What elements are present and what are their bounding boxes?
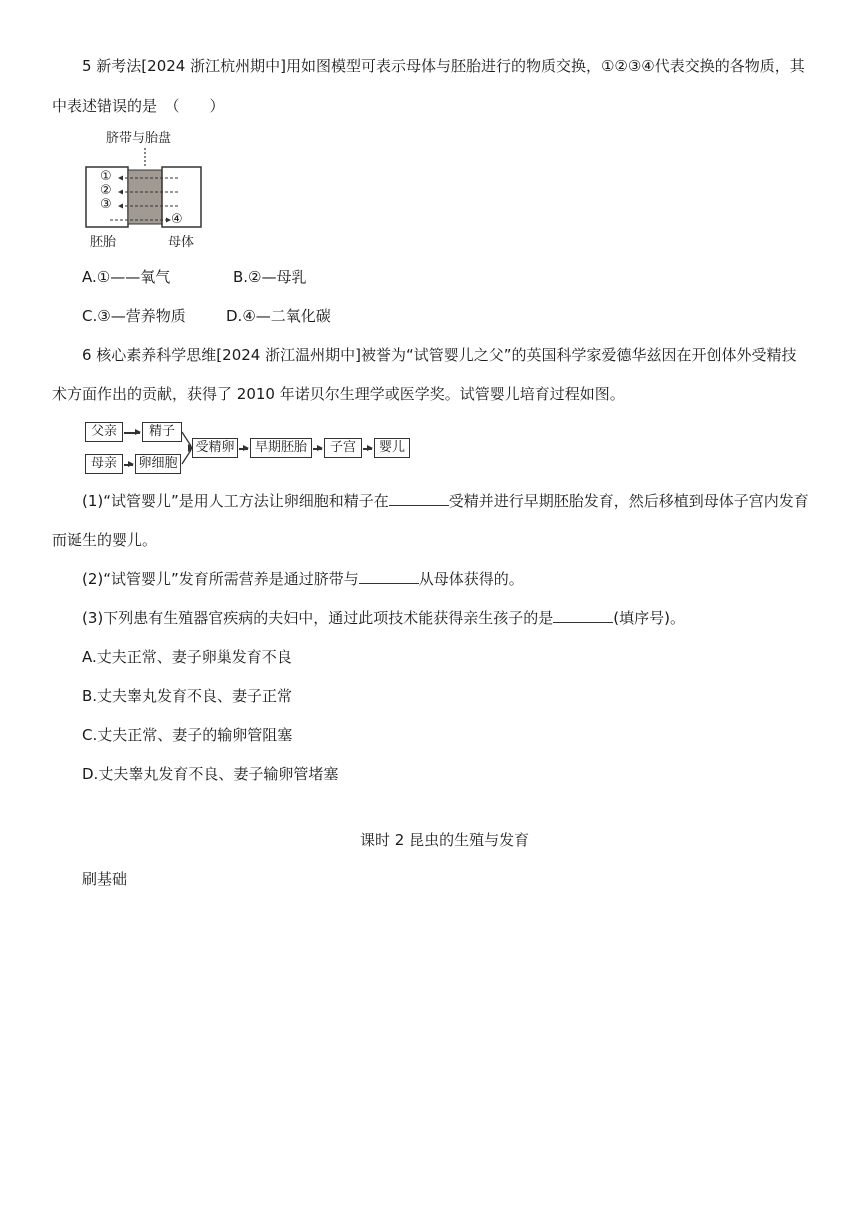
q6-sub3: [82, 608, 685, 628]
arrow-zygote-embryo: [239, 448, 248, 450]
diagram-top-label: 脐带与胎盘: [106, 131, 172, 146]
arrow-uterus-baby: [363, 448, 372, 450]
q6-option-b: B.丈夫睾丸发育不良、妻子正常: [82, 687, 293, 705]
flow-uterus: 子宫: [324, 438, 362, 458]
q6-sub3-blank[interactable]: [553, 608, 613, 623]
q6-sub3-part1: (3)下列患有生殖器官疾病的夫妇中，通过此项技术能获得亲生孩子的是: [82, 609, 554, 627]
q6-sub1-part1: (1)“试管婴儿”是用人工方法让卵细胞和精子在: [82, 492, 389, 510]
q6-sub2: [82, 569, 524, 589]
arrow-embryo-uterus: [313, 448, 322, 450]
q6-stem-line1: 6 核心素养科学思维[2024 浙江温州期中]被誉为“试管婴儿之父”的英国科学家爱德华兹因在开创体外受精技: [82, 346, 797, 364]
q5-option-b: B.②—母乳: [233, 268, 307, 286]
q6-sub3-part2: (填序号)。: [613, 609, 685, 627]
flow-embryo: 早期胚胎: [250, 438, 312, 458]
q6-sub1-part2: 受精并进行早期胚胎发育，然后移植到母体子宫内发育: [448, 492, 809, 510]
mark-2: ②: [100, 183, 112, 198]
q6-option-d: D.丈夫睾丸发育不良、妻子输卵管堵塞: [82, 765, 339, 783]
q6-sub2-part2: 从母体获得的。: [418, 570, 524, 588]
ivf-flowchart: [82, 420, 412, 476]
flow-mother: 母亲: [85, 454, 123, 474]
q5-option-c: C.③—营养物质: [82, 307, 186, 325]
q5-option-a: A.①——氧气: [82, 268, 171, 286]
q6-sub1-blank[interactable]: [389, 491, 449, 506]
flow-baby: 婴儿: [374, 438, 410, 458]
q6-option-c: C.丈夫正常、妻子的输卵管阻塞: [82, 726, 293, 744]
q6-sub2-blank[interactable]: [359, 569, 419, 584]
flow-zygote: 受精卵: [192, 438, 238, 458]
q5-option-d: D.④—二氧化碳: [226, 307, 331, 325]
flow-sperm: 精子: [142, 422, 182, 442]
mark-4: ④: [171, 212, 183, 227]
q6-stem-line2: 术方面作出的贡献，获得了 2010 年诺贝尔生理学或医学奖。试管婴儿培育过程如图。: [52, 385, 625, 403]
mark-1: ①: [100, 169, 112, 184]
q6-sub1-line2: 而诞生的婴儿。: [52, 531, 158, 549]
q6-sub1-line1: [82, 491, 809, 511]
q5-exchange-diagram: [82, 130, 212, 256]
flow-father: 父亲: [85, 422, 123, 442]
mother-label: 母体: [168, 235, 195, 250]
section-subtitle: 刷基础: [82, 870, 128, 888]
arrow-mother-egg: [124, 464, 133, 466]
q5-stem-line1: 5 新考法[2024 浙江杭州期中]用如图模型可表示母体与胚胎进行的物质交换，①②③④代表交换的各物质，其: [82, 57, 805, 75]
mark-3: ③: [100, 197, 112, 212]
q5-stem-line2: 中表述错误的是 （ ）: [52, 97, 225, 115]
q6-sub2-part1: (2)“试管婴儿”发育所需营养是通过脐带与: [82, 570, 359, 588]
q6-option-a: A.丈夫正常、妻子卵巢发育不良: [82, 648, 292, 666]
embryo-label: 胚胎: [90, 235, 117, 250]
arrow-father-sperm: [124, 432, 140, 434]
flow-egg: 卵细胞: [135, 454, 181, 474]
section-title: 课时 2 昆虫的生殖与发育: [360, 831, 530, 849]
